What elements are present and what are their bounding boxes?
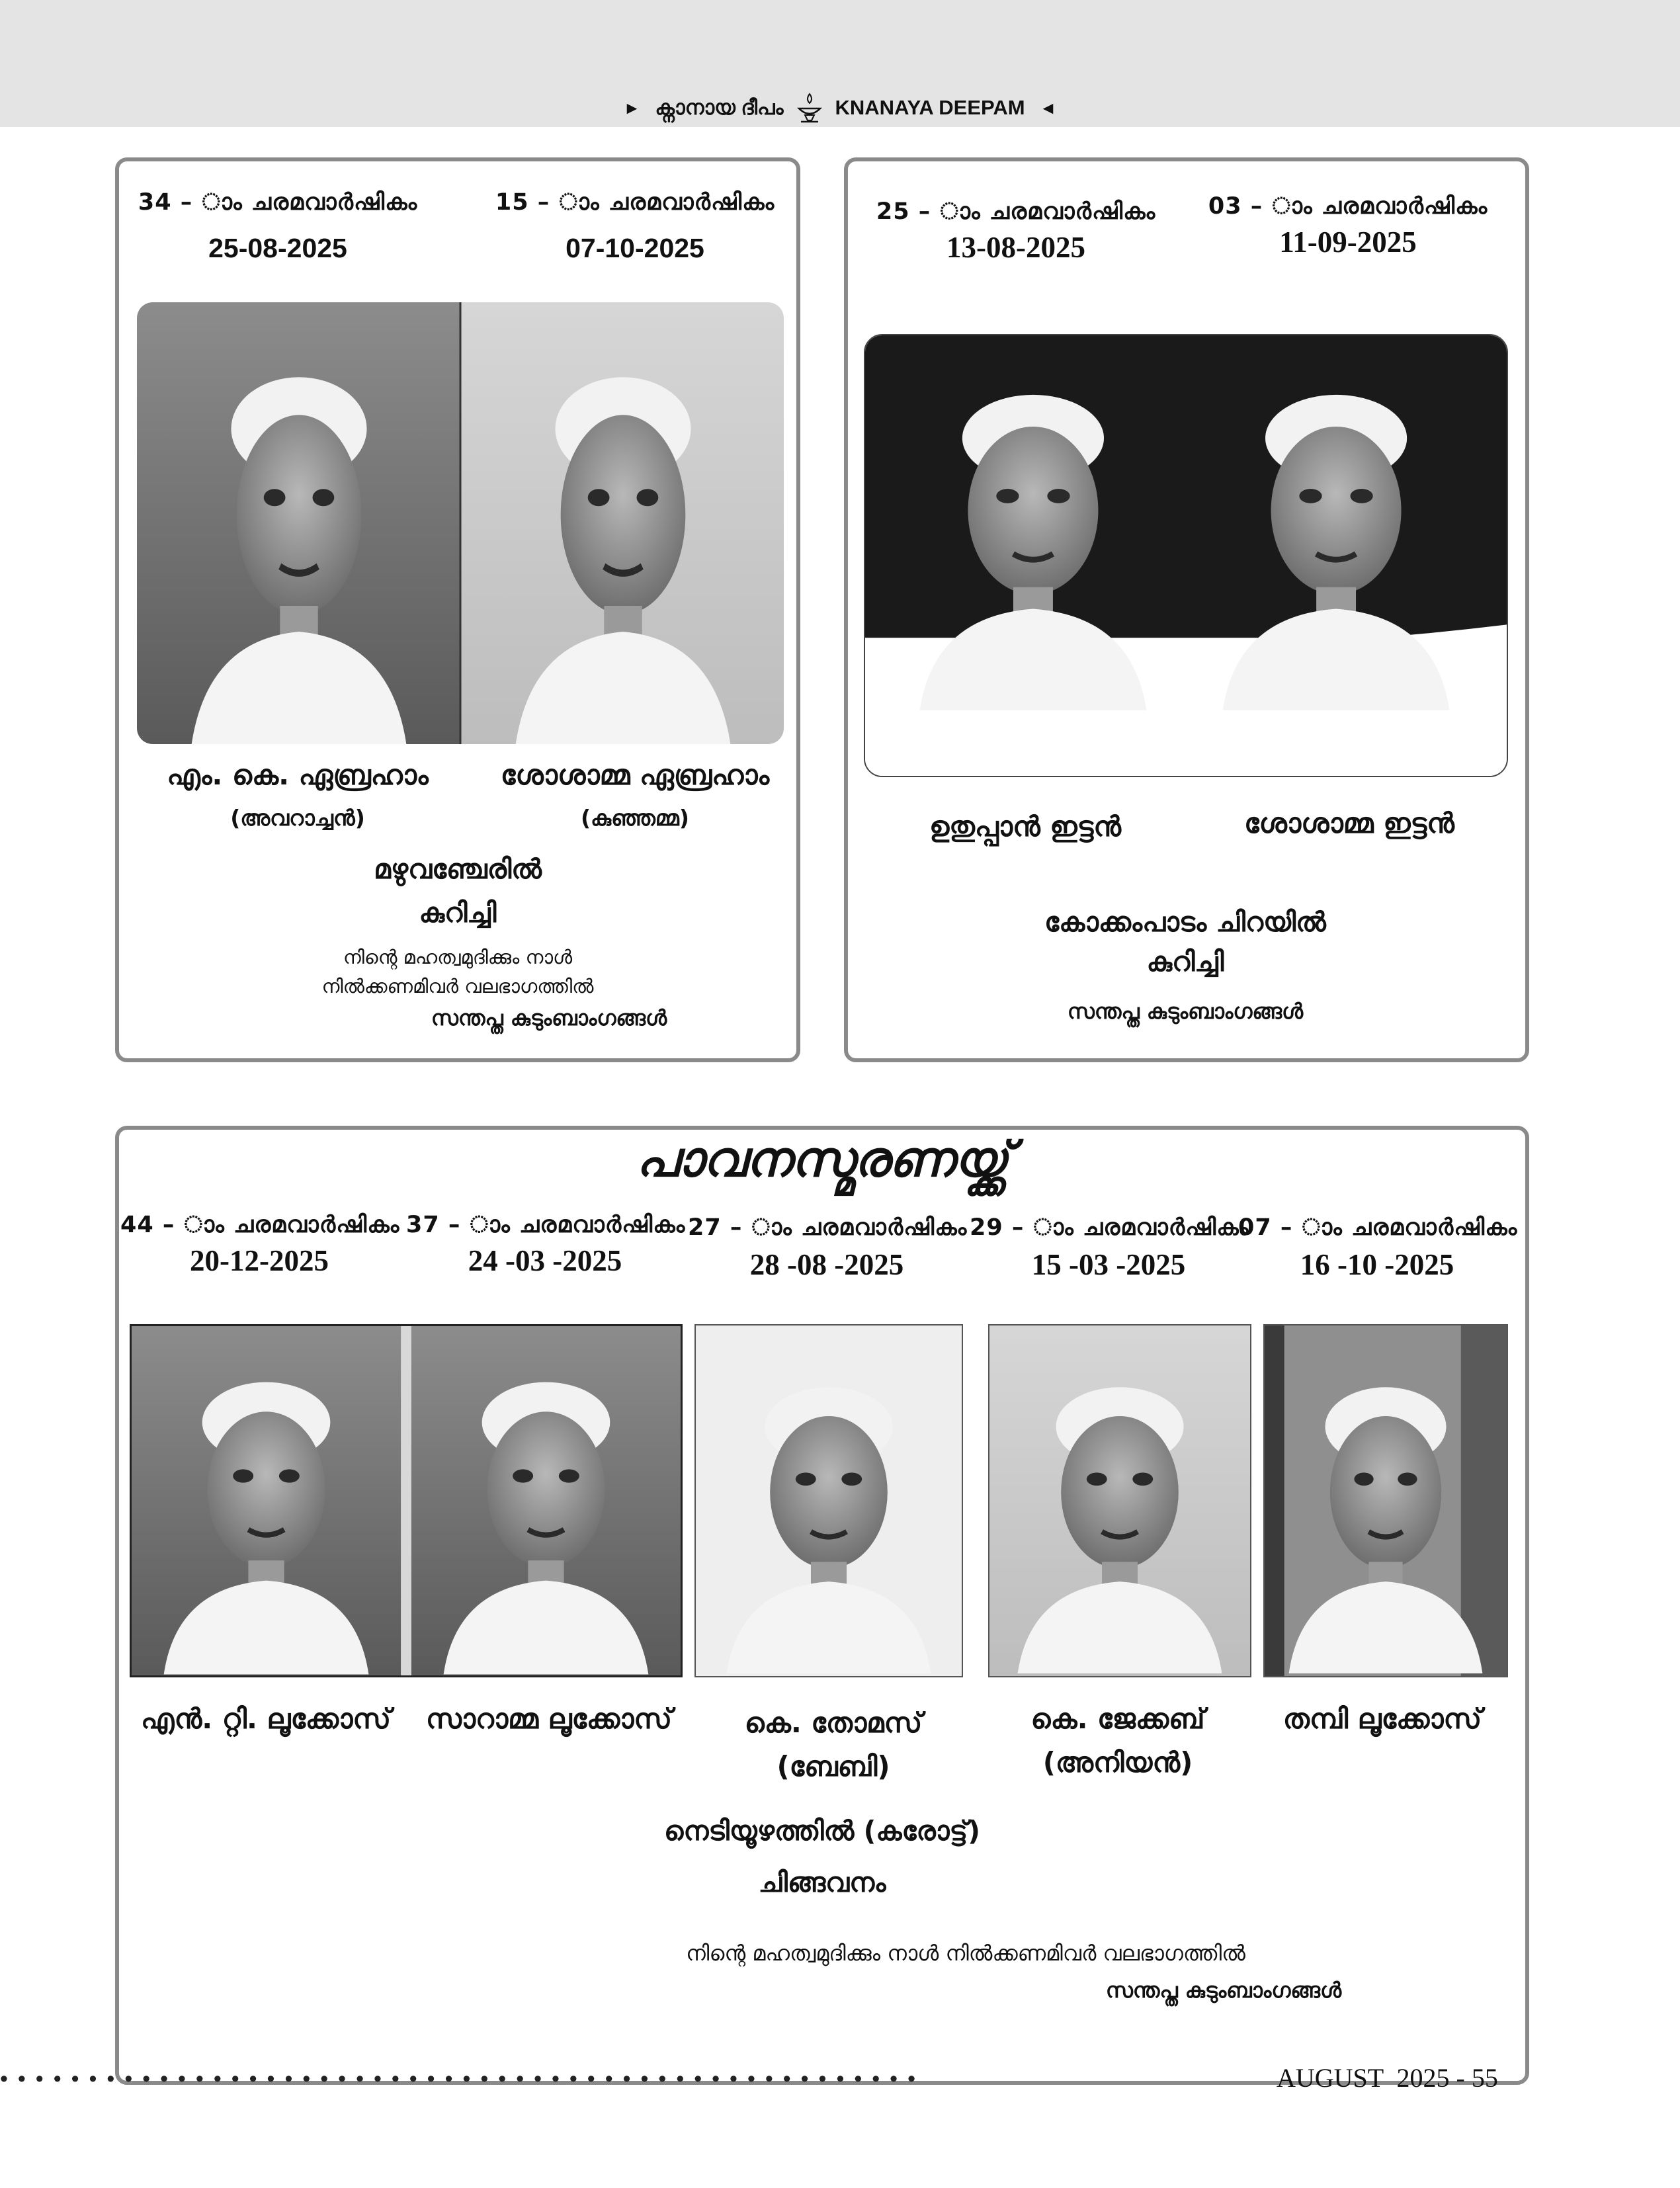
person-name-1b: ശോശാമ്മ ഏബ്രഹാം: [500, 759, 770, 791]
anniversary-date-1b: 07-10-2025: [566, 233, 704, 263]
anniversary-label-3d: 29 – ാം ചരമവാർഷികം: [970, 1214, 1249, 1241]
signature-2: സന്തപ്ത കുടുംബാംഗങ്ങൾ: [1067, 999, 1304, 1024]
nickname-1b: (കുഞ്ഞമ്മ): [581, 805, 689, 831]
anniversary-label-3a: 44 – ാം ചരമവാർഷികം: [120, 1212, 400, 1238]
anniversary-label-1b: 15 – ാം ചരമവാർഷികം: [495, 189, 775, 216]
portrait-photo-2: [864, 334, 1508, 777]
anniversary-date-3e: 16 -10 -2025: [1300, 1248, 1454, 1281]
anniversary-date-3d: 15 -03 -2025: [1031, 1248, 1186, 1281]
anniversary-date-3b: 24 -03 -2025: [468, 1244, 622, 1277]
house-name-1: മഴുവഞ്ചേരിൽ: [374, 853, 542, 885]
person-name-1a: എം. കെ. ഏബ്രഹാം: [167, 759, 429, 791]
anniversary-label-2a: 25 – ാം ചരമവാർഷികം: [876, 198, 1156, 225]
anniversary-label-3c: 27 – ാം ചരമവാർഷികം: [688, 1214, 968, 1241]
left-marker: ►: [623, 97, 641, 118]
house-name-2: കോക്കംപാടം ചിറയിൽ: [1044, 906, 1326, 938]
anniversary-date-3a: 20-12-2025: [190, 1244, 329, 1277]
anniversary-date-1a: 25-08-2025: [208, 233, 347, 263]
anniversary-label-3e: 07 – ാം ചരമവാർഷികം: [1238, 1214, 1518, 1241]
person-name-3c: കെ. തോമസ്: [744, 1706, 923, 1739]
person-name-3d: കെ. ജേക്കബ്: [1030, 1703, 1205, 1735]
publication-title-ml: ക്നാനായ ദീപം: [655, 95, 784, 119]
portrait-photo-1: [137, 302, 784, 744]
portrait-photo-3b: [694, 1324, 963, 1677]
anniversary-label-2b: 03 – ാം ചരമവാർഷികം: [1208, 193, 1488, 220]
right-marker: ◄: [1039, 97, 1057, 118]
nickname-1a: (അവറാച്ചൻ): [230, 805, 365, 831]
place-name-1: കുറിച്ചി: [419, 897, 497, 929]
anniversary-label-3b: 37 – ാം ചരമവാർഷികം: [406, 1212, 686, 1238]
place-name-3: ചിങ്ങവനം: [758, 1867, 886, 1898]
house-name-3: നെടിയൂഴത്തിൽ (കരോട്ട്): [664, 1815, 980, 1847]
person-name-2a: ഉതുപ്പാൻ ഇട്ടൻ: [929, 810, 1121, 843]
anniversary-date-2a: 13-08-2025: [946, 231, 1085, 264]
publication-title-en: KNANAYA DEEPAM: [835, 96, 1025, 119]
oil-lamp-icon: [796, 93, 823, 123]
anniversary-date-2b: 11-09-2025: [1279, 226, 1417, 259]
verse-3: നിന്റെ മഹത്വമുദിക്കും നാൾ നിൽക്കണമിവർ വലഭാഗത്തിൽ: [686, 1941, 1245, 1966]
page-folio: AUGUST 2025 - 55: [1277, 2063, 1498, 2093]
portrait-photo-3c: [988, 1324, 1251, 1677]
nickname-3c: (ബേബി): [777, 1750, 890, 1783]
verse-line-1a: നിന്റെ മഹത്വമുദിക്കും നാൾ: [343, 946, 573, 968]
person-name-3a: എൻ. റ്റി. ലൂക്കോസ്: [141, 1703, 391, 1735]
running-header: [0, 91, 1680, 124]
portrait-photo-3a: [130, 1324, 683, 1677]
person-name-3e: തമ്പി ലൂക്കോസ്: [1282, 1703, 1482, 1735]
anniversary-date-3c: 28 -08 -2025: [749, 1248, 904, 1281]
signature-3: സന്തപ്ത കുടുംബാംഗങ്ങൾ: [1105, 1978, 1342, 2003]
verse-line-1b: നിൽക്കണമിവർ വലഭാഗത്തിൽ: [321, 975, 594, 997]
nickname-3d: (അനിയൻ): [1042, 1746, 1193, 1779]
anniversary-label-1a: 34 – ാം ചരമവാർഷികം: [138, 189, 418, 216]
footer-dot-leader: ••••••••••••••••••••••••••••••••••••••••••••••••••••: [0, 2066, 925, 2091]
person-name-3b: സാറാമ്മ ലൂക്കോസ്: [425, 1703, 673, 1735]
portrait-photo-3d: [1263, 1324, 1508, 1677]
memorial-title: പാവനസ്മരണയ്ക്ക്: [636, 1131, 1009, 1188]
person-name-2b: ശോശാമ്മ ഇട്ടൻ: [1244, 807, 1454, 839]
place-name-2: കുറിച്ചി: [1146, 946, 1224, 978]
signature-1: സന്തപ്ത കുടുംബാംഗങ്ങൾ: [431, 1005, 667, 1031]
